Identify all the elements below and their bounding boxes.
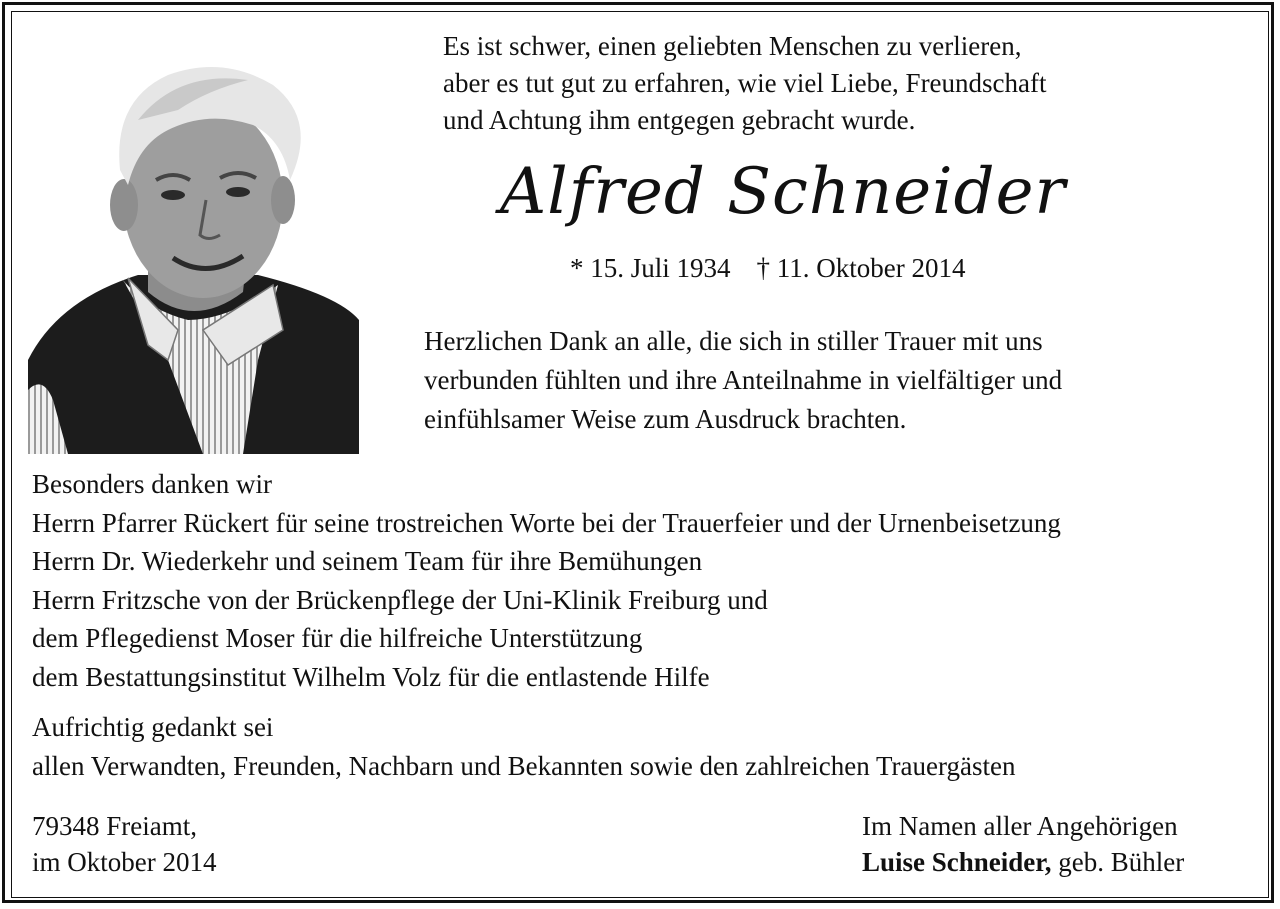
signature-intro: Im Namen aller Angehörigen bbox=[862, 811, 1178, 841]
list-item: Herrn Fritzsche von der Brückenpflege der Uni-Klinik Freiburg und bbox=[32, 584, 768, 615]
memorial-quote bbox=[443, 28, 1047, 139]
quote-line: Es ist schwer, einen geliebten Menschen zu verlieren, bbox=[443, 31, 1022, 61]
sincere-thanks bbox=[32, 708, 1015, 785]
signature-name: Luise Schneider, bbox=[862, 847, 1052, 877]
deceased-name: Alfred Schneider bbox=[500, 155, 1067, 229]
signature-maiden-name: geb. Bühler bbox=[1051, 847, 1185, 877]
signature-block bbox=[862, 808, 1184, 880]
life-dates bbox=[570, 250, 966, 287]
place-line: 79348 Freiamt, bbox=[32, 811, 197, 841]
quote-line: aber es tut gut zu erfahren, wie viel Liebe, Freundschaft bbox=[443, 68, 1047, 98]
thanks-line: verbunden fühlten und ihre Anteilnahme in vielfältiger und bbox=[424, 365, 1063, 395]
birth-date: * 15. Juli 1934 bbox=[570, 253, 731, 283]
thanks-paragraph bbox=[424, 322, 1062, 439]
thanks-line: einfühlsamer Weise zum Ausdruck brachten. bbox=[424, 404, 907, 434]
list-item: Herrn Pfarrer Rückert für seine trostreichen Worte bei der Trauerfeier und der Urnenbeisetzung bbox=[32, 507, 1061, 538]
place-date bbox=[32, 808, 216, 880]
portrait-photo bbox=[28, 30, 359, 454]
thanks-line: Herzlichen Dank an alle, die sich in stiller Trauer mit uns bbox=[424, 326, 1043, 356]
special-thanks-list bbox=[32, 465, 1061, 696]
signature-name-line bbox=[862, 844, 1184, 880]
list-item: dem Pflegedienst Moser für die hilfreiche Unterstützung bbox=[32, 623, 643, 653]
list-item: dem Bestattungsinstitut Wilhelm Volz für die entlastende Hilfe bbox=[32, 661, 710, 692]
sincere-line: allen Verwandten, Freunden, Nachbarn und Bekannten sowie den zahlreichen Trauergästen bbox=[32, 750, 1016, 781]
date-line: im Oktober 2014 bbox=[32, 847, 217, 877]
death-date: † 11. Oktober 2014 bbox=[756, 253, 966, 283]
special-thanks-intro: Besonders danken wir bbox=[32, 469, 272, 499]
quote-line: und Achtung ihm entgegen gebracht wurde. bbox=[443, 105, 916, 135]
sincere-intro: Aufrichtig gedankt sei bbox=[32, 712, 274, 742]
list-item: Herrn Dr. Wiederkehr und seinem Team für ihre Bemühungen bbox=[32, 546, 703, 576]
